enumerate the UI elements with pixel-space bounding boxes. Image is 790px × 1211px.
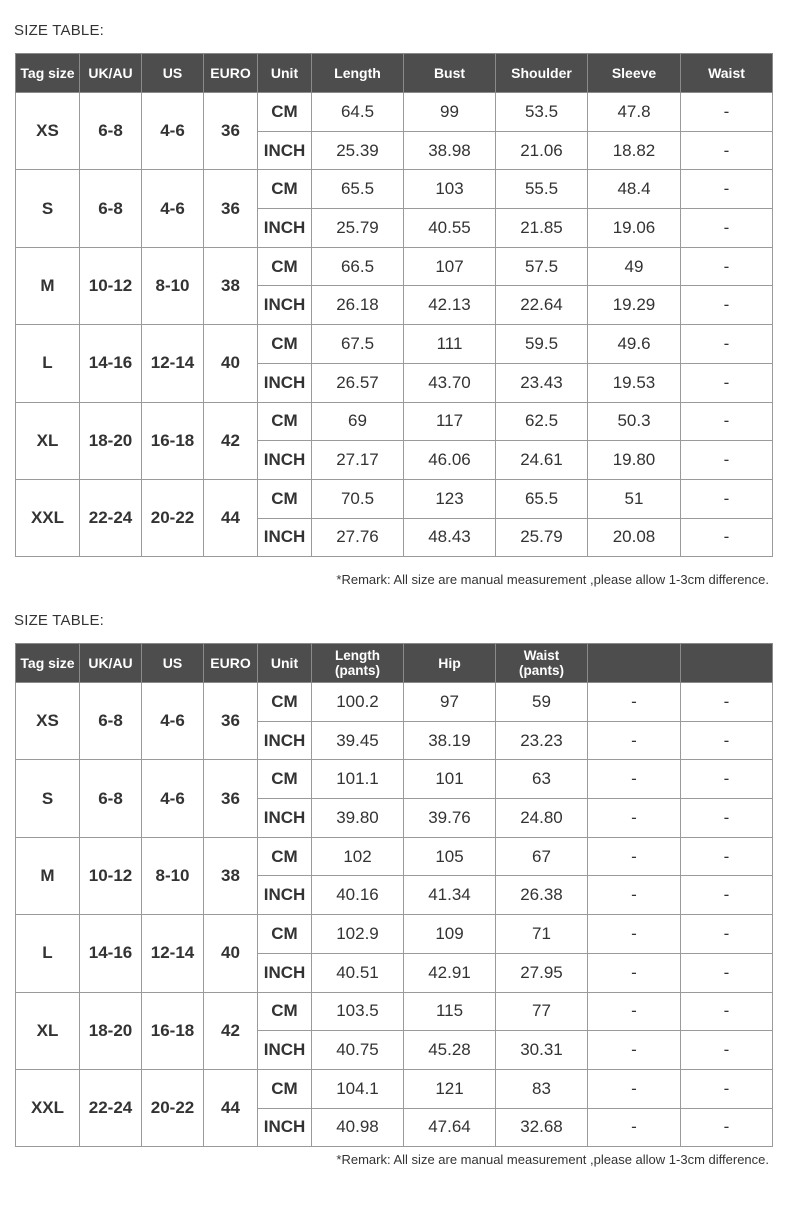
tag-size-cell: S — [16, 170, 80, 247]
measurement-cell: 38.19 — [404, 721, 496, 760]
tag-size-cell: M — [16, 837, 80, 914]
table-row-l-cm — [16, 915, 773, 954]
unit-cell: INCH — [258, 363, 312, 402]
tag-size-cell: XS — [16, 93, 80, 170]
measurement-cell: 65.5 — [312, 170, 404, 209]
column-header — [681, 644, 773, 683]
measurement-cell: - — [681, 286, 773, 325]
uk-au-cell: 18-20 — [80, 402, 142, 479]
unit-cell: CM — [258, 837, 312, 876]
us-cell: 8-10 — [142, 837, 204, 914]
measurement-cell: 121 — [404, 1069, 496, 1108]
column-header: EURO — [204, 644, 258, 683]
us-cell: 20-22 — [142, 1069, 204, 1146]
measurement-cell: 23.43 — [496, 363, 588, 402]
unit-cell: INCH — [258, 876, 312, 915]
us-cell: 4-6 — [142, 683, 204, 760]
table-row-xl-cm — [16, 402, 773, 441]
uk-au-cell: 6-8 — [80, 93, 142, 170]
measurement-cell: 39.76 — [404, 799, 496, 838]
header-row — [16, 54, 773, 93]
measurement-cell: - — [681, 209, 773, 248]
column-header: Bust — [404, 54, 496, 93]
size-table — [15, 53, 773, 557]
uk-au-cell: 14-16 — [80, 915, 142, 992]
us-cell: 16-18 — [142, 992, 204, 1069]
size-table — [15, 643, 773, 1147]
remark-note: *Remark: All size are manual measurement ,please allow 1-3cm difference. — [336, 1152, 769, 1167]
measurement-cell: 70.5 — [312, 479, 404, 518]
measurement-cell: 48.4 — [588, 170, 681, 209]
measurement-cell: 22.64 — [496, 286, 588, 325]
measurement-cell: 55.5 — [496, 170, 588, 209]
measurement-cell: 97 — [404, 683, 496, 722]
tag-size-cell: XS — [16, 683, 80, 760]
measurement-cell: 49.6 — [588, 325, 681, 364]
unit-cell: INCH — [258, 1108, 312, 1147]
tag-size-cell: S — [16, 760, 80, 837]
euro-cell: 44 — [204, 479, 258, 556]
measurement-cell: - — [681, 402, 773, 441]
measurement-cell: 59.5 — [496, 325, 588, 364]
measurement-cell: 117 — [404, 402, 496, 441]
unit-cell: INCH — [258, 441, 312, 480]
measurement-cell: 27.76 — [312, 518, 404, 557]
unit-cell: CM — [258, 479, 312, 518]
column-header: Length — [312, 54, 404, 93]
measurement-cell: 25.79 — [496, 518, 588, 557]
measurement-cell: 42.91 — [404, 953, 496, 992]
measurement-cell: 21.85 — [496, 209, 588, 248]
measurement-cell: 38.98 — [404, 131, 496, 170]
uk-au-cell: 6-8 — [80, 683, 142, 760]
us-cell: 8-10 — [142, 247, 204, 324]
euro-cell: 42 — [204, 402, 258, 479]
column-header — [588, 644, 681, 683]
column-header: Tag size — [16, 54, 80, 93]
measurement-cell: 51 — [588, 479, 681, 518]
unit-cell: INCH — [258, 131, 312, 170]
unit-cell: CM — [258, 760, 312, 799]
measurement-cell: - — [681, 1069, 773, 1108]
unit-cell: CM — [258, 1069, 312, 1108]
measurement-cell: 32.68 — [496, 1108, 588, 1147]
section-title: SIZE TABLE: — [14, 612, 105, 629]
column-header: US — [142, 644, 204, 683]
column-header: Shoulder — [496, 54, 588, 93]
measurement-cell: 39.80 — [312, 799, 404, 838]
measurement-cell: 45.28 — [404, 1031, 496, 1070]
us-cell: 16-18 — [142, 402, 204, 479]
unit-cell: CM — [258, 170, 312, 209]
measurement-cell: - — [681, 837, 773, 876]
measurement-cell: 41.34 — [404, 876, 496, 915]
measurement-cell: 100.2 — [312, 683, 404, 722]
table-row-xs-cm — [16, 683, 773, 722]
remark-note: *Remark: All size are manual measurement ,please allow 1-3cm difference. — [336, 572, 769, 587]
measurement-cell: 59 — [496, 683, 588, 722]
measurement-cell: 103.5 — [312, 992, 404, 1031]
measurement-cell: 53.5 — [496, 93, 588, 132]
unit-cell: CM — [258, 325, 312, 364]
measurement-cell: 19.53 — [588, 363, 681, 402]
measurement-cell: - — [681, 325, 773, 364]
measurement-cell: 19.29 — [588, 286, 681, 325]
column-header: EURO — [204, 54, 258, 93]
measurement-cell: 48.43 — [404, 518, 496, 557]
measurement-cell: 115 — [404, 992, 496, 1031]
euro-cell: 42 — [204, 992, 258, 1069]
measurement-cell: 101 — [404, 760, 496, 799]
measurement-cell: 39.45 — [312, 721, 404, 760]
measurement-cell: 19.80 — [588, 441, 681, 480]
measurement-cell: - — [681, 876, 773, 915]
measurement-cell: 67.5 — [312, 325, 404, 364]
euro-cell: 38 — [204, 837, 258, 914]
column-header: Unit — [258, 54, 312, 93]
measurement-cell: - — [588, 760, 681, 799]
euro-cell: 40 — [204, 915, 258, 992]
tag-size-cell: XXL — [16, 479, 80, 556]
measurement-cell: 83 — [496, 1069, 588, 1108]
measurement-cell: 24.80 — [496, 799, 588, 838]
us-cell: 4-6 — [142, 93, 204, 170]
unit-cell: CM — [258, 402, 312, 441]
table-row-xs-cm — [16, 93, 773, 132]
measurement-cell: 27.95 — [496, 953, 588, 992]
measurement-cell: - — [681, 1108, 773, 1147]
measurement-cell: 50.3 — [588, 402, 681, 441]
measurement-cell: - — [588, 1031, 681, 1070]
table-row-m-cm — [16, 837, 773, 876]
measurement-cell: - — [681, 953, 773, 992]
measurement-cell: 40.51 — [312, 953, 404, 992]
measurement-cell: - — [681, 721, 773, 760]
measurement-cell: 40.75 — [312, 1031, 404, 1070]
measurement-cell: 57.5 — [496, 247, 588, 286]
measurement-cell: - — [681, 760, 773, 799]
measurement-cell: 102 — [312, 837, 404, 876]
measurement-cell: - — [588, 876, 681, 915]
measurement-cell: 102.9 — [312, 915, 404, 954]
measurement-cell: 99 — [404, 93, 496, 132]
measurement-cell: - — [681, 441, 773, 480]
us-cell: 20-22 — [142, 479, 204, 556]
measurement-cell: 21.06 — [496, 131, 588, 170]
measurement-cell: - — [588, 721, 681, 760]
measurement-cell: - — [681, 518, 773, 557]
uk-au-cell: 6-8 — [80, 170, 142, 247]
unit-cell: INCH — [258, 799, 312, 838]
unit-cell: INCH — [258, 518, 312, 557]
measurement-cell: 30.31 — [496, 1031, 588, 1070]
measurement-cell: - — [681, 93, 773, 132]
measurement-cell: 49 — [588, 247, 681, 286]
us-cell: 12-14 — [142, 325, 204, 402]
measurement-cell: 67 — [496, 837, 588, 876]
column-header: Unit — [258, 644, 312, 683]
column-header: Waist — [681, 54, 773, 93]
measurement-cell: - — [588, 915, 681, 954]
unit-cell: CM — [258, 915, 312, 954]
measurement-cell: 64.5 — [312, 93, 404, 132]
measurement-cell: 65.5 — [496, 479, 588, 518]
euro-cell: 40 — [204, 325, 258, 402]
euro-cell: 36 — [204, 760, 258, 837]
measurement-cell: 24.61 — [496, 441, 588, 480]
measurement-cell: 77 — [496, 992, 588, 1031]
measurement-cell: 26.18 — [312, 286, 404, 325]
measurement-cell: - — [681, 170, 773, 209]
uk-au-cell: 18-20 — [80, 992, 142, 1069]
unit-cell: CM — [258, 247, 312, 286]
measurement-cell: - — [681, 1031, 773, 1070]
measurement-cell: - — [588, 1108, 681, 1147]
column-header: Waist (pants) — [496, 644, 588, 683]
measurement-cell: - — [588, 837, 681, 876]
uk-au-cell: 10-12 — [80, 837, 142, 914]
measurement-cell: 71 — [496, 915, 588, 954]
measurement-cell: 25.79 — [312, 209, 404, 248]
measurement-cell: 107 — [404, 247, 496, 286]
measurement-cell: 27.17 — [312, 441, 404, 480]
column-header: US — [142, 54, 204, 93]
measurement-cell: 43.70 — [404, 363, 496, 402]
measurement-cell: - — [588, 992, 681, 1031]
measurement-cell: 69 — [312, 402, 404, 441]
measurement-cell: 109 — [404, 915, 496, 954]
measurement-cell: 103 — [404, 170, 496, 209]
measurement-cell: 25.39 — [312, 131, 404, 170]
column-header: Hip — [404, 644, 496, 683]
measurement-cell: 46.06 — [404, 441, 496, 480]
measurement-cell: 40.55 — [404, 209, 496, 248]
measurement-cell: 26.38 — [496, 876, 588, 915]
euro-cell: 36 — [204, 683, 258, 760]
euro-cell: 36 — [204, 93, 258, 170]
unit-cell: INCH — [258, 286, 312, 325]
measurement-cell: - — [681, 363, 773, 402]
measurement-cell: 19.06 — [588, 209, 681, 248]
measurement-cell: 40.16 — [312, 876, 404, 915]
uk-au-cell: 10-12 — [80, 247, 142, 324]
table-row-xxl-cm — [16, 479, 773, 518]
uk-au-cell: 14-16 — [80, 325, 142, 402]
measurement-cell: 47.8 — [588, 93, 681, 132]
euro-cell: 44 — [204, 1069, 258, 1146]
unit-cell: INCH — [258, 721, 312, 760]
column-header: UK/AU — [80, 54, 142, 93]
us-cell: 4-6 — [142, 760, 204, 837]
measurement-cell: 123 — [404, 479, 496, 518]
unit-cell: CM — [258, 683, 312, 722]
uk-au-cell: 22-24 — [80, 1069, 142, 1146]
unit-cell: CM — [258, 93, 312, 132]
measurement-cell: - — [588, 1069, 681, 1108]
euro-cell: 36 — [204, 170, 258, 247]
measurement-cell: - — [681, 683, 773, 722]
measurement-cell: 105 — [404, 837, 496, 876]
unit-cell: INCH — [258, 209, 312, 248]
table-row-s-cm — [16, 170, 773, 209]
unit-cell: INCH — [258, 1031, 312, 1070]
measurement-cell: 42.13 — [404, 286, 496, 325]
tag-size-cell: XL — [16, 402, 80, 479]
section-title: SIZE TABLE: — [14, 22, 105, 39]
unit-cell: INCH — [258, 953, 312, 992]
euro-cell: 38 — [204, 247, 258, 324]
tag-size-cell: XXL — [16, 1069, 80, 1146]
measurement-cell: - — [588, 799, 681, 838]
measurement-cell: 104.1 — [312, 1069, 404, 1108]
measurement-cell: 40.98 — [312, 1108, 404, 1147]
header-row — [16, 644, 773, 683]
uk-au-cell: 22-24 — [80, 479, 142, 556]
measurement-cell: - — [681, 799, 773, 838]
us-cell: 12-14 — [142, 915, 204, 992]
size-table-section-tops — [0, 0, 790, 600]
uk-au-cell: 6-8 — [80, 760, 142, 837]
table-row-l-cm — [16, 325, 773, 364]
column-header: Length (pants) — [312, 644, 404, 683]
measurement-cell: 101.1 — [312, 760, 404, 799]
measurement-cell: 63 — [496, 760, 588, 799]
measurement-cell: 62.5 — [496, 402, 588, 441]
tag-size-cell: XL — [16, 992, 80, 1069]
table-row-m-cm — [16, 247, 773, 286]
unit-cell: CM — [258, 992, 312, 1031]
measurement-cell: - — [681, 247, 773, 286]
table-row-xl-cm — [16, 992, 773, 1031]
table-row-s-cm — [16, 760, 773, 799]
measurement-cell: - — [681, 479, 773, 518]
measurement-cell: - — [588, 953, 681, 992]
measurement-cell: 111 — [404, 325, 496, 364]
table-row-xxl-cm — [16, 1069, 773, 1108]
column-header: UK/AU — [80, 644, 142, 683]
measurement-cell: 47.64 — [404, 1108, 496, 1147]
tag-size-cell: L — [16, 915, 80, 992]
measurement-cell: - — [681, 915, 773, 954]
measurement-cell: 26.57 — [312, 363, 404, 402]
measurement-cell: 18.82 — [588, 131, 681, 170]
tag-size-cell: L — [16, 325, 80, 402]
column-header: Tag size — [16, 644, 80, 683]
size-table-section-pants — [0, 590, 790, 1190]
measurement-cell: - — [681, 131, 773, 170]
measurement-cell: 66.5 — [312, 247, 404, 286]
tag-size-cell: M — [16, 247, 80, 324]
column-header: Sleeve — [588, 54, 681, 93]
us-cell: 4-6 — [142, 170, 204, 247]
measurement-cell: 23.23 — [496, 721, 588, 760]
measurement-cell: - — [681, 992, 773, 1031]
measurement-cell: 20.08 — [588, 518, 681, 557]
measurement-cell: - — [588, 683, 681, 722]
